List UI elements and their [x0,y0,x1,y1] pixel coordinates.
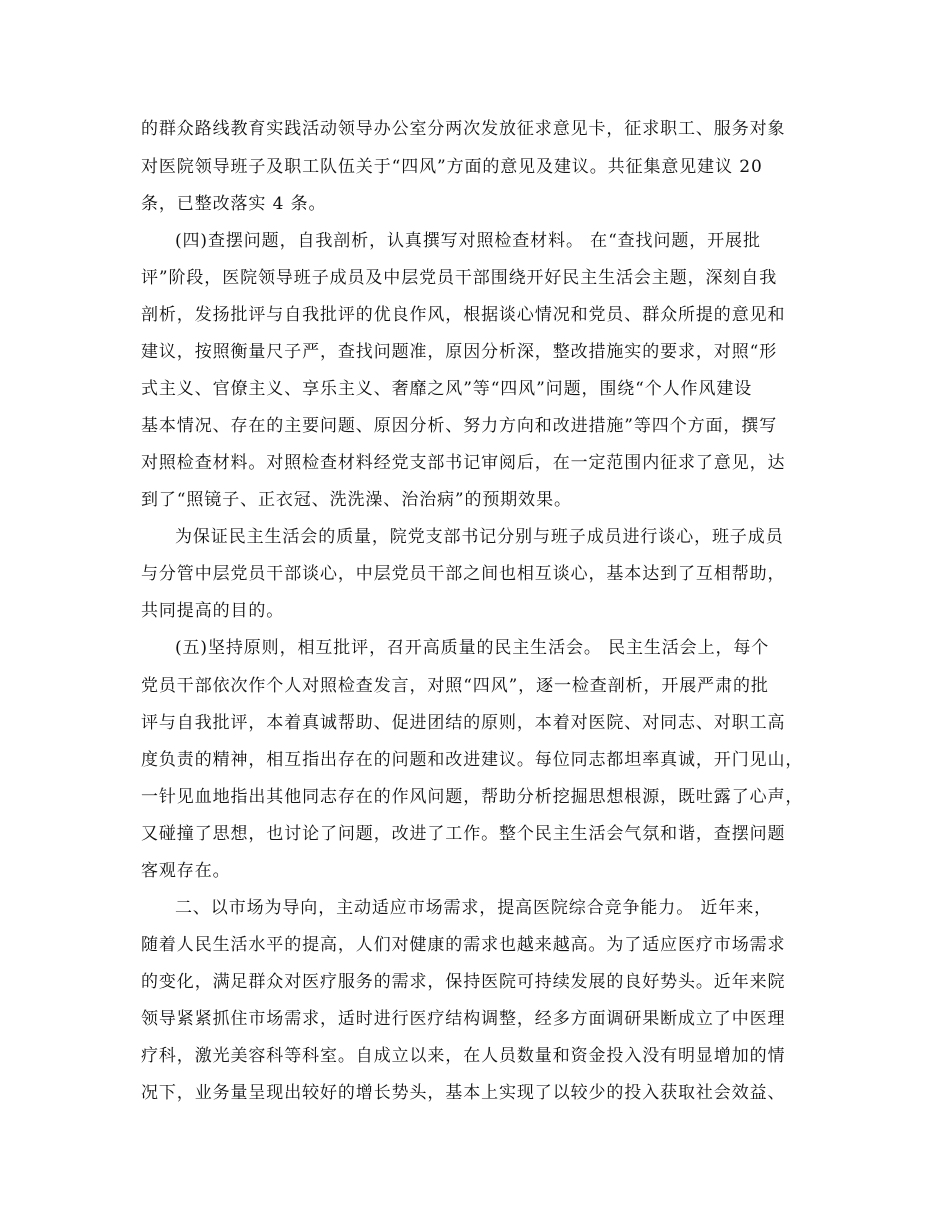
text-line: 度负责的精神，相互指出存在的问题和改进建议。每位同志都坦率真诚，开门见山， [141,750,804,770]
text-line: 建议，按照衡量尺子严，查找问题准，原因分析深，整改措施实的要求，对照“形 [141,342,778,362]
text-line: 对照检查材料。对照检查材料经党支部书记审阅后，在一定范围内征求了意见，达 [141,453,786,473]
text-line: 到了“照镜子、正衣冠、洗洗澡、治治病”的预期效果。 [141,490,572,510]
text-line: 对医院领导班子及职工队伍关于“四风”方面的意见及建议。共征集意见建议 20 [141,157,763,177]
text-line: 条，已整改落实 4 条。 [141,194,327,214]
text-line: (五)坚持原则，相互批评，召开高质量的民主生活会。 民主生活会上，每个 [175,638,770,658]
text-line: 的群众路线教育实践活动领导办公室分两次发放征求意见卡，征求职工、服务对象 [141,119,786,139]
text-line: 又碰撞了思想，也讨论了问题，改进了工作。整个民主生活会气氛和谐，查摆问题 [141,824,786,844]
text-line: (四)查摆问题，自我剖析，认真撰写对照检查材料。 在“查找问题，开展批 [175,231,761,251]
text-line: 共同提高的目的。 [141,601,285,621]
text-line: 与分管中层党员干部谈心，中层党员干部之间也相互谈心，基本达到了互相帮助， [141,564,786,584]
text-line: 况下，业务量呈现出较好的增长势头，基本上实现了以较少的投入获取社会效益、 [141,1083,786,1103]
text-line: 领导紧紧抓住市场需求，适时进行医疗结构调整，经多方面调研果断成立了中医理 [141,1009,786,1029]
text-line: 随着人民生活水平的提高，人们对健康的需求也越来越高。为了适应医疗市场需求 [141,935,786,955]
text-line: 党员干部依次作个人对照检查发言，对照“四风”，逐一检查剖析，开展严肃的批 [141,676,769,696]
text-line: 为保证民主生活会的质量，院党支部书记分别与班子成员进行谈心，班子成员 [175,527,784,547]
text-line: 客观存在。 [141,861,231,881]
text-line: 一针见血地指出其他同志存在的作风问题，帮助分析挖掘思想根源，既吐露了心声， [141,787,804,807]
text-line: 二、以市场为导向，主动适应市场需求，提高医院综合竞争能力。 近年来， [175,898,773,918]
text-line: 疗科，激光美容科等科室。自成立以来，在人员数量和资金投入没有明显增加的情 [141,1046,786,1066]
text-line: 基本情况、存在的主要问题、原因分析、努力方向和改进措施”等四个方面，撰写 [141,416,778,436]
text-line: 式主义、官僚主义、享乐主义、奢靡之风”等“四风”问题，围绕“个人作风建设 [141,379,753,399]
text-line: 剖析，发扬批评与自我批评的优良作风，根据谈心情况和党员、群众所提的意见和 [141,305,786,325]
text-line: 评与自我批评，本着真诚帮助、促进团结的原则，本着对医院、对同志、对职工高 [141,713,786,733]
text-line: 的变化，满足群众对医疗服务的需求，保持医院可持续发展的良好势头。近年来院 [141,972,786,992]
text-line: 评”阶段，医院领导班子成员及中层党员干部围绕开好民主生活会主题，深刻自我 [141,268,778,288]
